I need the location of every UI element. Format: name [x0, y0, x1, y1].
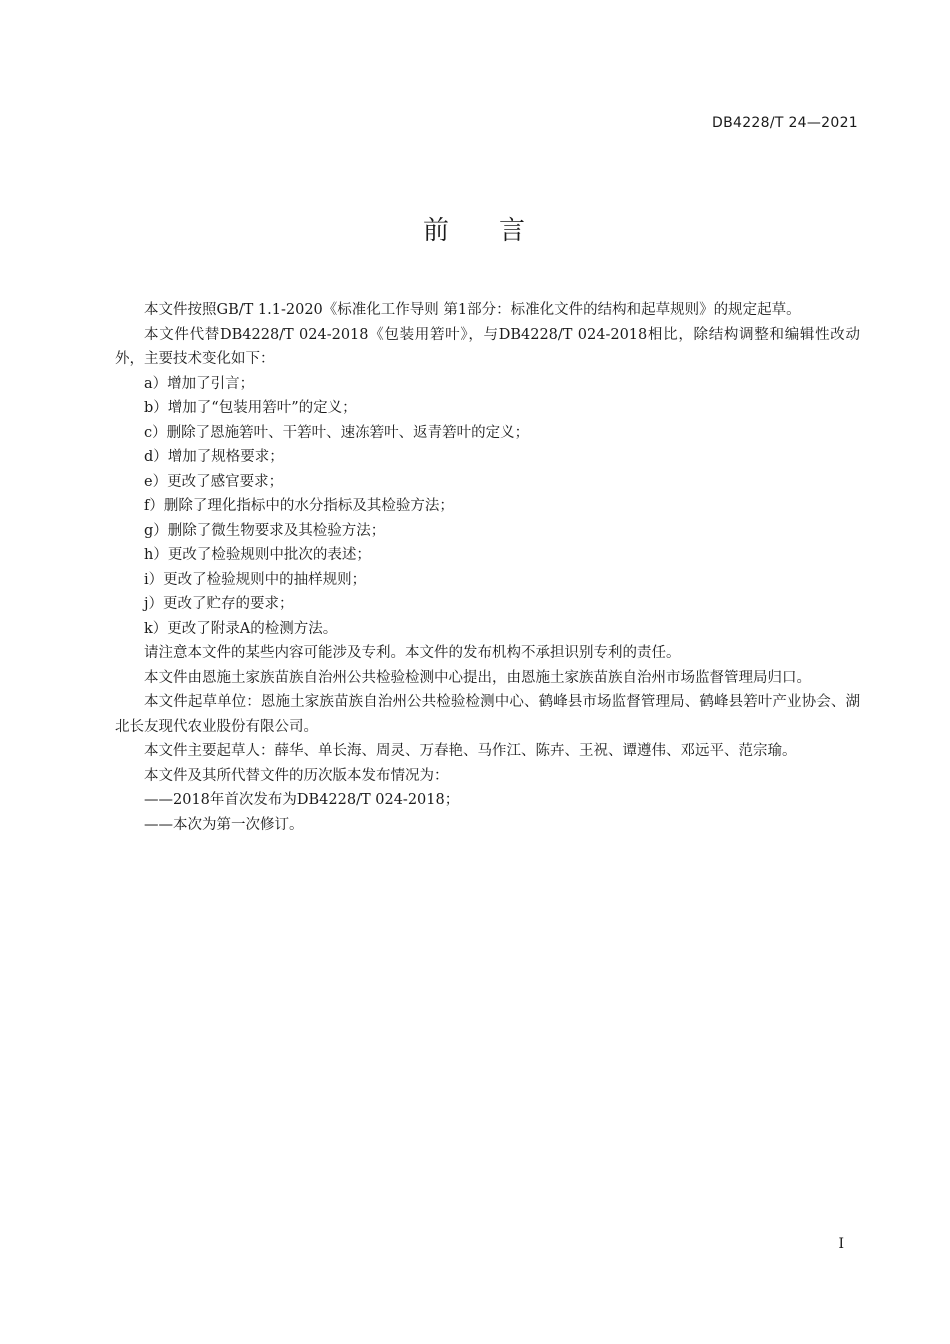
- list-item: b）增加了“包装用箬叶”的定义；: [144, 400, 357, 416]
- history-item: ——本次为第一次修订。: [144, 816, 304, 833]
- list-item: j）更改了贮存的要求；: [144, 596, 294, 612]
- list-item: c）删除了恩施箬叶、干箬叶、速冻箬叶、返青箬叶的定义；: [144, 424, 530, 441]
- list-item: k）更改了附录A的检测方法。: [144, 620, 338, 637]
- page-title: [0, 210, 950, 247]
- paragraph-proposer: 本文件由恩施土家族苗族自治州公共检验检测中心提出，由恩施土家族苗族自治州市场监督管理局归口。: [144, 669, 811, 686]
- title-char-2: 言: [499, 216, 528, 246]
- paragraph-standard-basis: 本文件按照GB/T 1.1-2020《标准化工作导则 第1部分：标准化文件的结构和起草规则》的规定起草。: [144, 302, 801, 318]
- foreword-body: [115, 298, 860, 837]
- page-number: I: [838, 1236, 844, 1252]
- history-item: ——2018年首次发布为DB4228/T 024-2018；: [144, 792, 460, 808]
- title-char-1: 前: [422, 216, 451, 246]
- list-item: g）删除了微生物要求及其检验方法；: [144, 522, 386, 539]
- paragraph-patent-notice: 请注意本文件的某些内容可能涉及专利。本文件的发布机构不承担识别专利的责任。: [144, 645, 681, 661]
- list-item: f）删除了理化指标中的水分指标及其检验方法；: [144, 498, 454, 514]
- list-item: e）更改了感官要求；: [144, 473, 284, 490]
- list-item: i）更改了检验规则中的抽样规则；: [144, 571, 367, 588]
- paragraph-drafting-units: 本文件起草单位：恩施土家族苗族自治州公共检验检测中心、鹤峰县市场监督管理局、鹤峰县箬叶产业协会、湖北长友现代农业股份有限公司。: [115, 694, 860, 735]
- paragraph-replacement: 本文件代替DB4228/T 024-2018《包装用箬叶》，与DB4228/T 024-2018相比，除结构调整和编辑性改动外，主要技术变化如下：: [115, 326, 860, 367]
- list-item: d）增加了规格要求；: [144, 449, 284, 465]
- paragraph-drafters: 本文件主要起草人：薛华、单长海、周灵、万春艳、马作江、陈卉、王祝、谭遵伟、邓远平、范宗瑜。: [144, 743, 797, 759]
- list-item: h）更改了检验规则中批次的表述；: [144, 547, 371, 563]
- list-item: a）增加了引言；: [144, 375, 255, 392]
- paragraph-history-intro: 本文件及其所代替文件的历次版本发布情况为：: [144, 767, 449, 784]
- document-code: DB4228/T 24—2021: [712, 115, 858, 131]
